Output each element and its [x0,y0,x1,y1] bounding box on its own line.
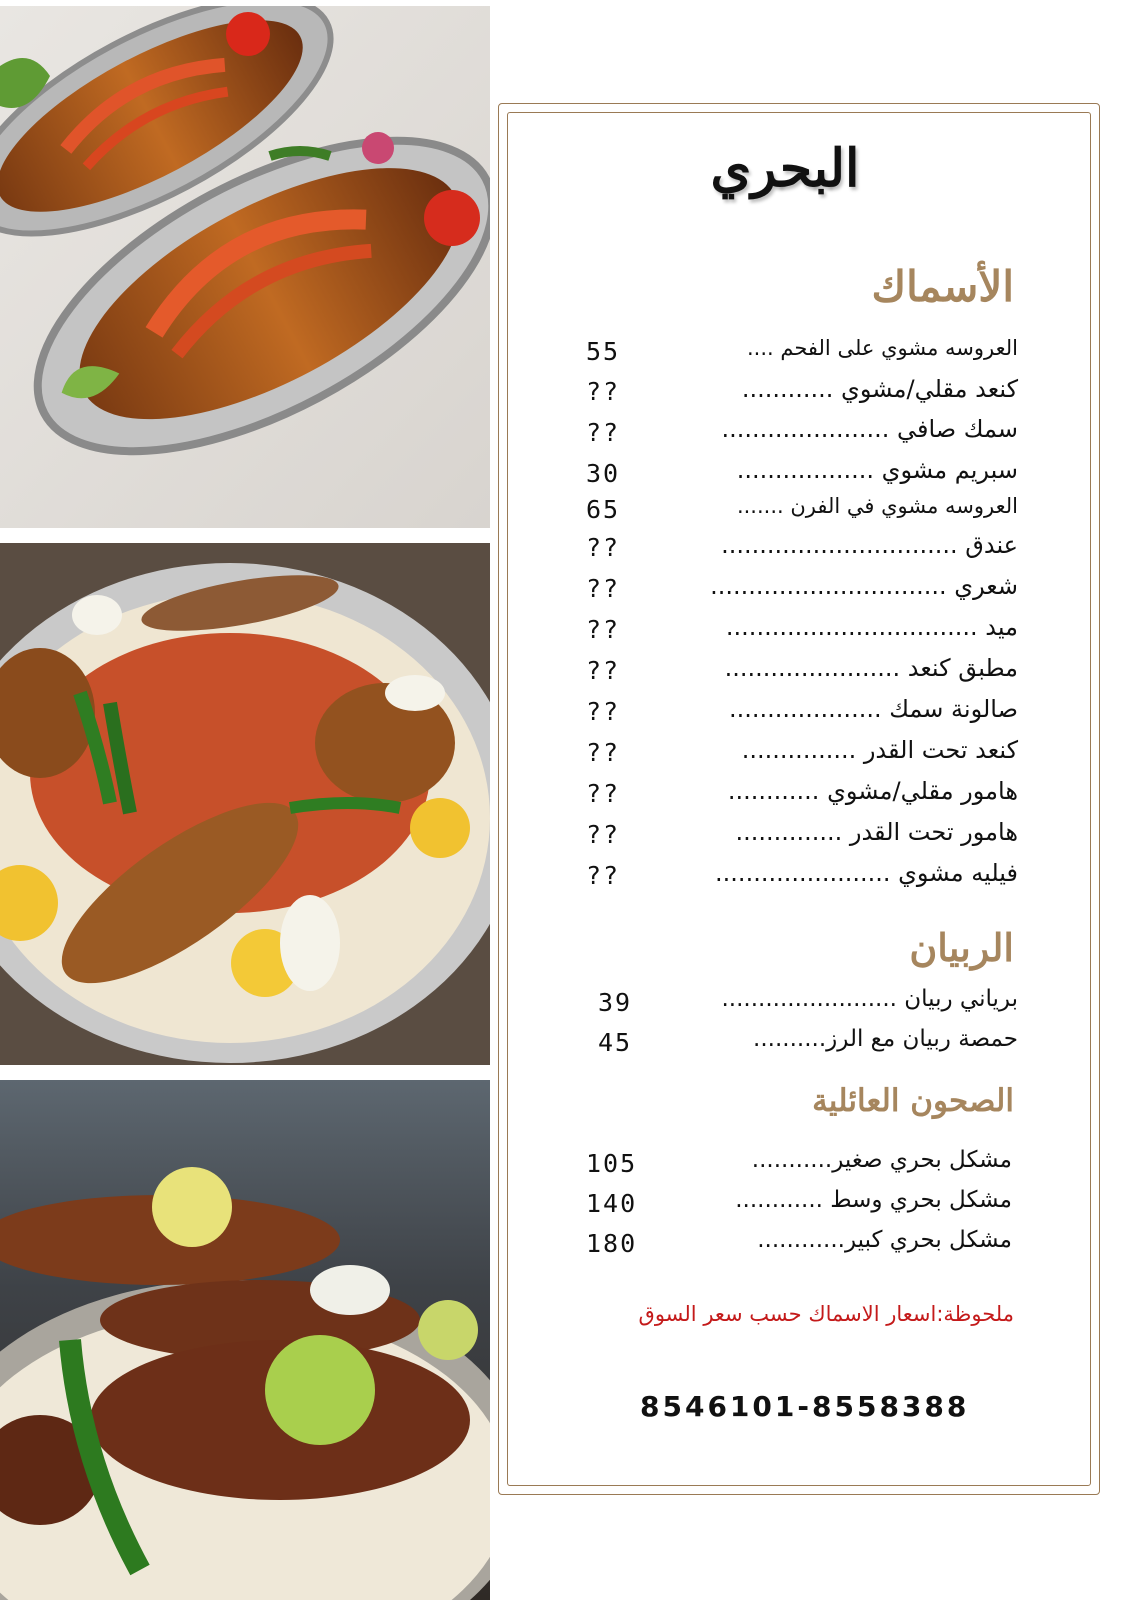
menu-item: كنعد مقلي/مشوي ............ [741,375,1018,403]
menu-price: ?? [586,697,621,726]
menu-item: حمصة ربيان مع الرز.......... [753,1026,1018,1052]
menu-item: فيليه مشوي ....................... [715,859,1018,887]
menu-price: 180 [586,1229,638,1258]
fish-rice-platter-photo [0,543,490,1065]
menu-price: ?? [586,656,621,685]
page-title: البحري [710,138,860,199]
menu-price: ?? [586,574,621,603]
menu-price: 140 [586,1189,638,1218]
menu-price: ?? [586,533,621,562]
section-title-family-plates: الصحون العائلية [812,1083,1014,1119]
menu-price: ?? [586,861,621,890]
section-title-shrimp: الربيان [909,925,1014,970]
menu-item: العروسه مشوي على الفحم .... [747,336,1018,360]
menu-item: كنعد تحت القدر ............... [741,736,1018,764]
menu-item: سمك صافي ...................... [721,415,1018,443]
menu-price: 65 [586,495,621,524]
menu-item: شعري ............................... [710,572,1018,600]
market-price-note: ملحوظة:اسعار الاسماك حسب سعر السوق [638,1302,1014,1326]
phone-numbers: 8546101-8558388 [640,1390,970,1423]
menu-price: 45 [598,1028,633,1057]
menu-item: ميد ................................. [725,613,1018,641]
menu-item: عندق ............................... [721,531,1018,559]
menu-item: مطبق كنعد ....................... [724,654,1018,682]
fried-fish-steaks-photo [0,1080,490,1600]
menu-item: هامور تحت القدر .............. [735,818,1018,846]
section-title-fish: الأسماك [871,262,1014,311]
menu-item: العروسه مشوي في الفرن ....... [736,494,1018,518]
menu-item: برياني ربيان ........................ [721,986,1018,1012]
menu-price: ?? [586,615,621,644]
menu-price: 30 [586,459,621,488]
menu-price: ?? [586,779,621,808]
menu-item: مشكل بحري وسط ............ [735,1187,1012,1213]
menu-item: سبريم مشوي .................. [736,456,1018,484]
menu-price: ?? [586,377,621,406]
menu-price: ?? [586,418,621,447]
menu-price: 105 [586,1149,638,1178]
menu-price: 39 [598,988,633,1017]
menu-price: 55 [586,337,621,366]
menu-item: مشكل بحري صغير........... [751,1147,1012,1173]
menu-item: هامور مقلي/مشوي ............ [727,777,1018,805]
menu-item: مشكل بحري كبير............ [757,1227,1012,1253]
grilled-fish-photo [0,6,490,528]
menu-price: ?? [586,738,621,767]
menu-item: صالونة سمك .................... [729,695,1018,723]
menu-price: ?? [586,820,621,849]
